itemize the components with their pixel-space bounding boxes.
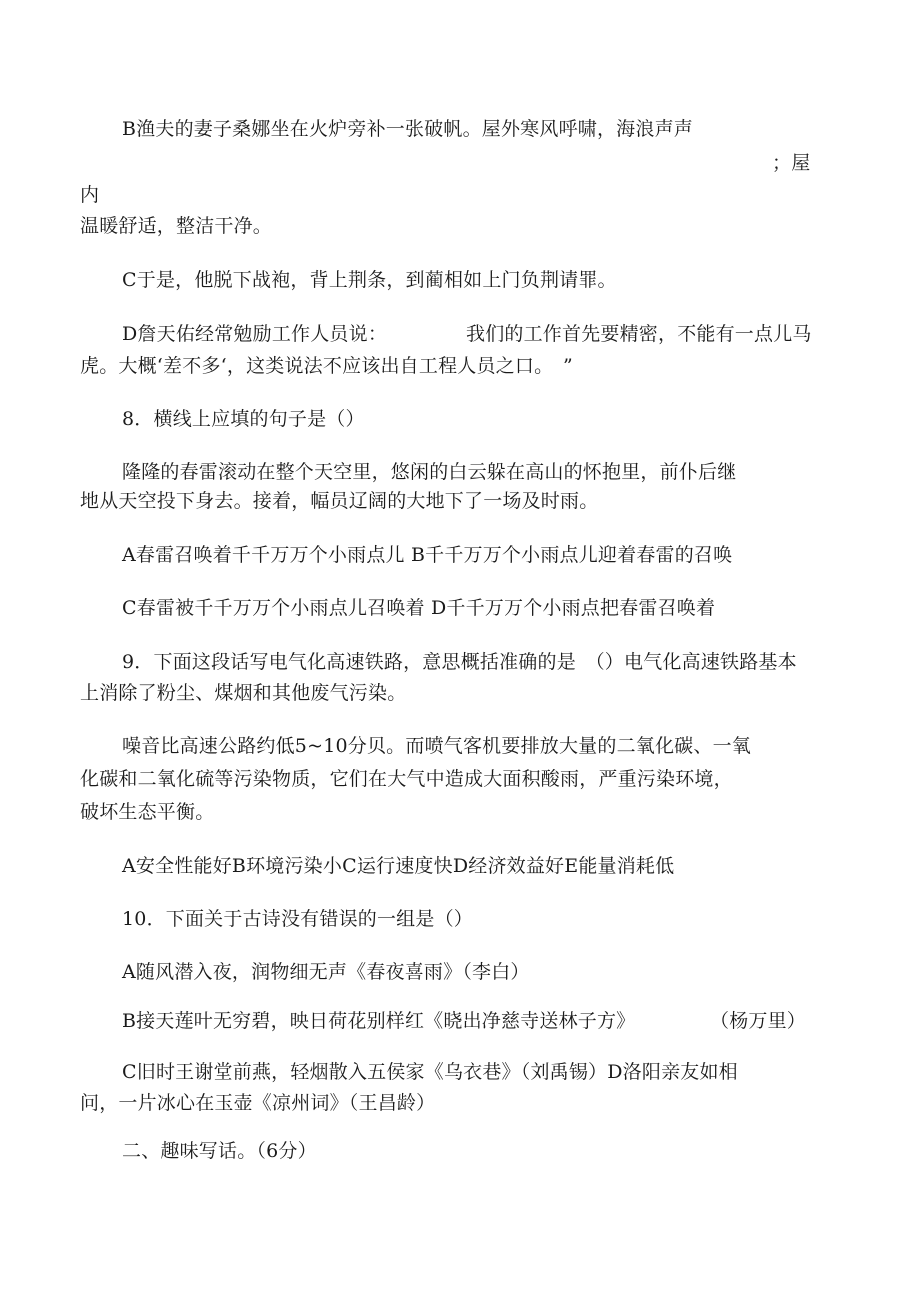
q8-options-cd: C春雷被千千万万个小雨点儿召唤着 D千千万万个小雨点把春雷召唤着	[122, 597, 716, 619]
q10-option-a: A随风潜入夜，润物细无声《春夜喜雨》（李白）	[122, 961, 530, 983]
q7-option-b-line3: 内	[80, 184, 100, 206]
section2-heading: 二、趣味写话。（6分）	[122, 1140, 317, 1162]
q9-options: A安全性能好B环境污染小C运行速度快D经济效益好E能量消耗低	[122, 855, 675, 877]
q9-question-line1: 9．下面这段话写电气化高速铁路，意思概括准确的是 （）电气化高速铁路基本	[122, 651, 797, 673]
q9-passage-line2: 化碳和二氧化硫等污染物质，它们在大气中造成大面积酸雨，严重污染环境，	[80, 768, 733, 790]
q9-question-line2: 上消除了粉尘、煤烟和其他废气污染。	[80, 682, 407, 704]
q7-option-d-line1-left: D詹天佑经常勉励工作人员说：	[122, 323, 388, 345]
q7-option-d-line1-right: 我们的工作首先要精密，不能有一点儿马	[466, 323, 812, 345]
q8-question: 8．横线上应填的句子是（）	[122, 408, 365, 430]
q7-option-c: C于是，他脱下战袍，背上荆条，到蔺相如上门负荆请罪。	[122, 269, 617, 291]
q7-option-b-line4: 温暖舒适，整洁干净。	[80, 215, 273, 237]
q8-options-ab: A春雷召唤着千千万万个小雨点儿 B千千万万个小雨点儿迎着春雷的召唤	[122, 544, 733, 566]
q10-option-cd-line2: 问，一片冰心在玉壶《凉州词》（王昌龄）	[80, 1092, 436, 1114]
q7-option-b-line2: ；屋	[772, 152, 811, 174]
q7-option-d-line2: 虎。大概‘差不多‘，这类说法不应该出自工程人员之口。 ”	[80, 355, 573, 377]
q10-option-b-right: （杨万里）	[710, 1010, 807, 1032]
q10-option-b-left: B接天莲叶无穷碧，映日荷花别样红《晓出净慈寺送林子方》	[122, 1010, 636, 1032]
q8-passage-line2: 地从天空投下身去。接着，幅员辽阔的大地下了一场及时雨。	[80, 490, 599, 512]
q9-passage-line1: 噪音比高速公路约低5~10分贝。而喷气客机要排放大量的二氧化碳、一氧	[122, 735, 751, 757]
q8-passage-line1: 隆隆的春雷滚动在整个天空里，悠闲的白云躲在高山的怀抱里，前仆后继	[122, 461, 737, 483]
q9-passage-line3: 破坏生态平衡。	[80, 801, 215, 823]
q10-option-cd-line1: C旧时王谢堂前燕，轻烟散入五侯家《乌衣巷》（刘禹锡）D洛阳亲友如相	[122, 1061, 738, 1083]
q7-option-b-line1: B渔夫的妻子桑娜坐在火炉旁补一张破帆。屋外寒风呼啸，海浪声声	[122, 118, 693, 140]
q10-question: 10．下面关于古诗没有错误的一组是（）	[122, 908, 473, 930]
